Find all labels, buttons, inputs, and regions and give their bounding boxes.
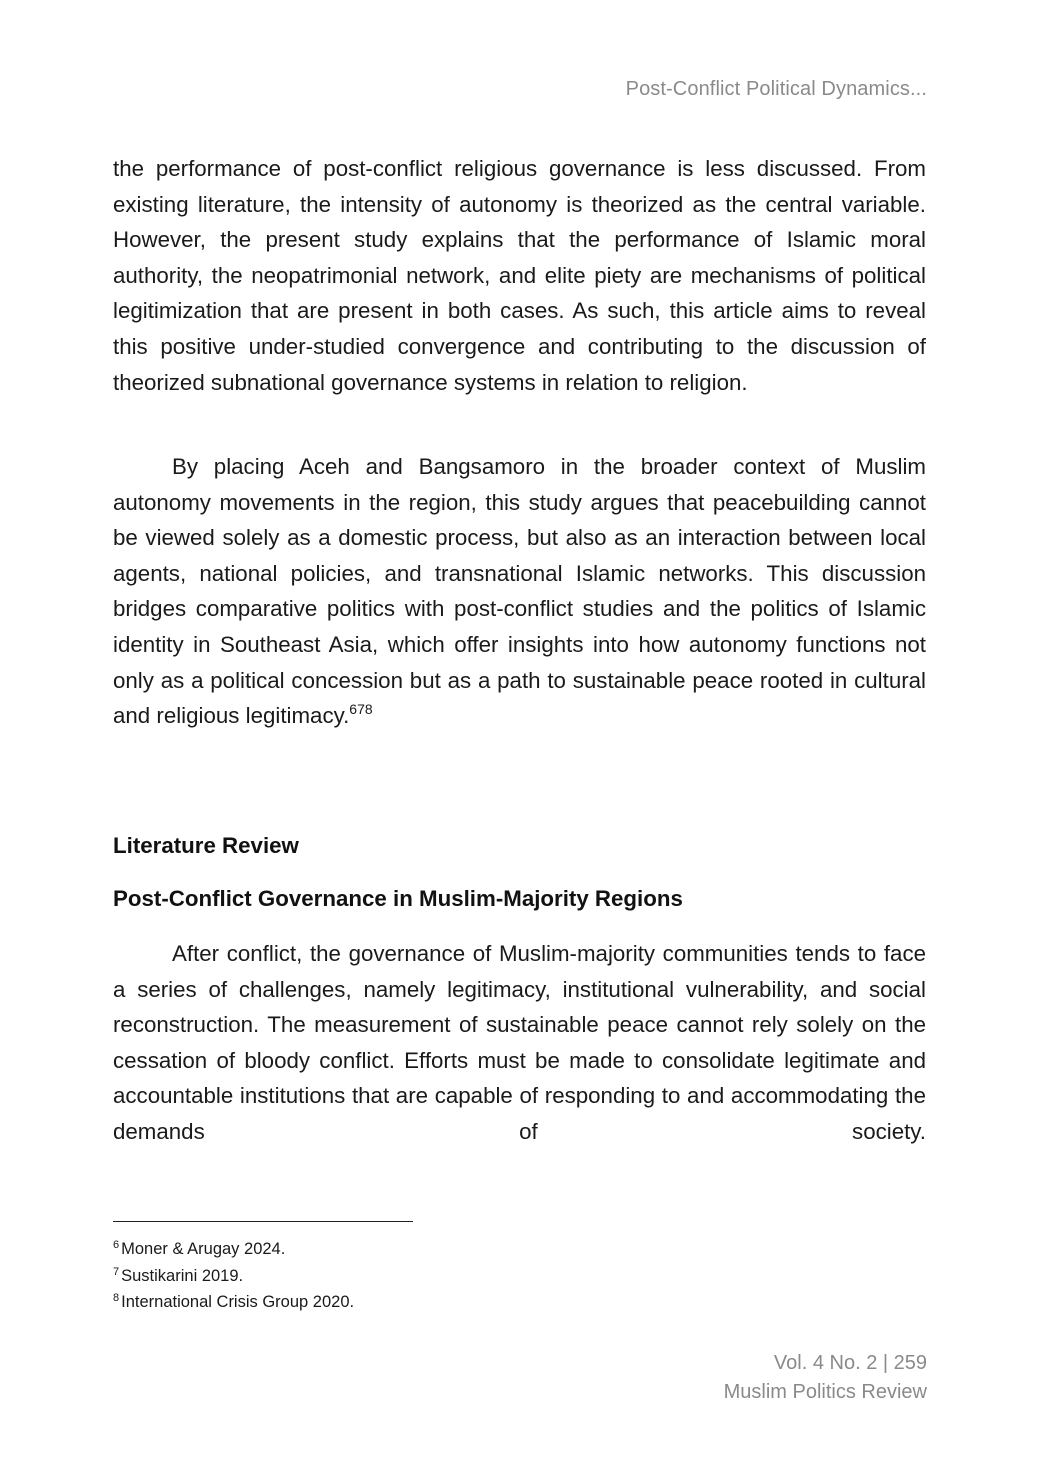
volume-page-number: Vol. 4 No. 2 | 259: [773, 1352, 927, 1374]
footnote-number: 8: [113, 1292, 120, 1304]
paragraph-2-text: By placing Aceh and Bangsamoro in the broader context of Muslim autonomy movements in the region, this study argues that peacebuilding cannot be viewed solely as a domestic process, but also as an interaction between local agents, national policies, and transnational Islamic networks. This discussion bridges comparative politics with post-conflict studies and the politics of Islamic identity in Southeast Asia, which offer insights into how autonomy functions not only as a political concession but as a path to sustainable peace rooted in cultural and religious legitimacy.: [113, 454, 926, 729]
footnote-number: 6: [113, 1239, 120, 1251]
footnote-number: 7: [113, 1265, 120, 1278]
page-footer: [724, 1349, 927, 1407]
footnote-text: Moner & Arugay 2024.: [121, 1240, 286, 1258]
paragraph-3: After conflict, the governance of Muslim-majority communities tends to face a series of challenges, namely legitimacy, institutional vulnerability, and social reconstruction. The measurement of sustainable peace cannot rely solely on the cessation of bloody conflict. Efforts must be made to consolidate legitimate and accountable institutions that are capable of responding to and accommodating the demands of society.: [113, 941, 926, 1144]
footnote-text: International Crisis Group 2020.: [121, 1293, 355, 1311]
footnote-text: Sustikarini 2019.: [121, 1266, 244, 1285]
paragraph-2: [113, 449, 926, 734]
running-header: Post-Conflict Political Dynamics...: [625, 78, 927, 100]
subsection-heading: Post-Conflict Governance in Muslim-Majority Regions: [113, 886, 683, 911]
footnote-item: [113, 1236, 354, 1263]
footnote-list: [113, 1236, 354, 1316]
footnote-reference: 678: [349, 701, 373, 718]
footnote-item: [113, 1263, 354, 1290]
footnote-divider: [113, 1221, 413, 1222]
paragraph-1: the performance of post-conflict religious governance is less discussed. From existing literature, the intensity of autonomy is theorized as the central variable. However, the present study explains that the performance of Islamic moral authority, the neopatrimonial network, and elite piety are mechanisms of political legitimization that are present in both cases. As such, this article aims to reveal this positive under-studied convergence and contributing to the discussion of theorized subnational governance systems in relation to religion.: [113, 156, 926, 395]
footnote-item: [113, 1289, 354, 1316]
journal-name: Muslim Politics Review: [723, 1381, 927, 1403]
section-heading: Literature Review: [113, 833, 299, 858]
